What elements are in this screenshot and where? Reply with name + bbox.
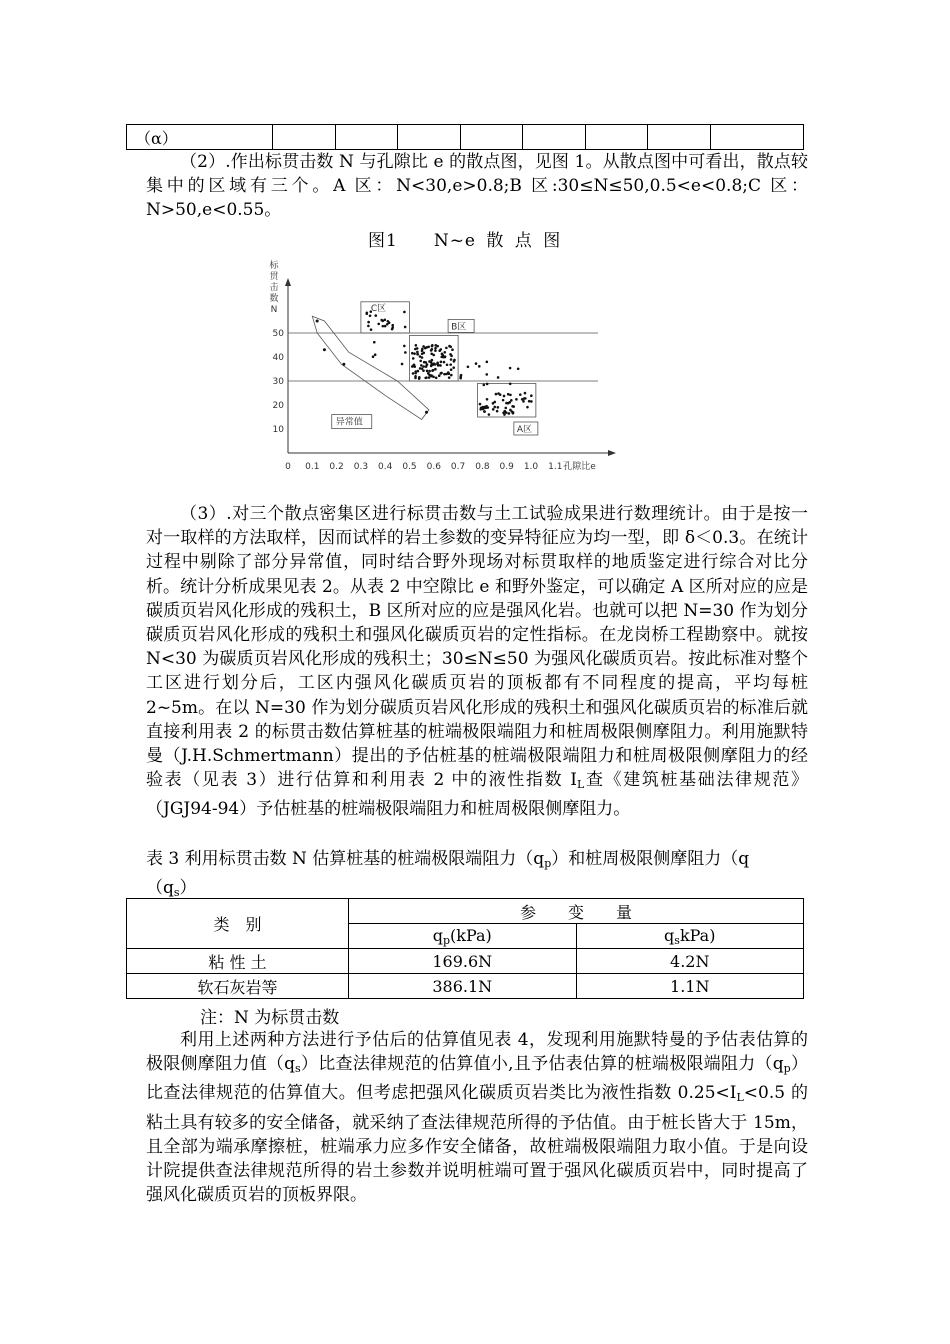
y-axis-arrow bbox=[285, 278, 291, 286]
row-category: 粘 性 土 bbox=[127, 949, 349, 974]
data-point bbox=[432, 369, 435, 372]
paragraph-text: 查《建筑桩基础法律规范》（JGJ94-94）予估桩基的桩端极限端阻力和桩周极限侧摩阻力。 bbox=[146, 770, 809, 820]
data-point bbox=[436, 362, 439, 365]
data-point bbox=[488, 413, 491, 416]
data-point bbox=[467, 365, 470, 368]
data-point bbox=[486, 361, 489, 364]
data-point bbox=[403, 311, 406, 314]
x-axis-label: 孔隙比e bbox=[563, 462, 596, 472]
data-point bbox=[451, 348, 454, 351]
data-point bbox=[377, 323, 380, 326]
table-cell bbox=[335, 125, 398, 150]
table-cell: （α） bbox=[127, 125, 273, 150]
data-point bbox=[483, 410, 486, 413]
data-point bbox=[450, 374, 453, 377]
data-point bbox=[404, 351, 407, 354]
data-point bbox=[492, 402, 495, 405]
row-category: 软石灰岩等 bbox=[127, 974, 349, 999]
data-point bbox=[434, 347, 437, 350]
x-tick-label: 0.9 bbox=[499, 462, 514, 472]
data-point bbox=[445, 347, 448, 350]
data-point bbox=[437, 364, 440, 367]
data-point bbox=[530, 394, 533, 397]
outlier-label: 异常值 bbox=[335, 417, 363, 428]
table3-note: 注：N 为标贯击数 bbox=[200, 1008, 340, 1028]
data-point bbox=[426, 363, 429, 366]
data-point bbox=[425, 376, 428, 379]
y-axis-label: 数 bbox=[269, 294, 279, 304]
row-qs: 4.2N bbox=[576, 949, 804, 974]
data-point bbox=[440, 372, 443, 375]
outlier-point bbox=[425, 411, 428, 414]
y-tick-label: 40 bbox=[272, 353, 284, 363]
y-axis-label: 贯 bbox=[269, 272, 279, 282]
table3 bbox=[126, 898, 804, 999]
data-point bbox=[428, 370, 431, 373]
subscript: p bbox=[783, 1062, 791, 1076]
data-point bbox=[416, 353, 419, 356]
caption-text: ） bbox=[179, 878, 197, 898]
data-point bbox=[478, 365, 481, 368]
data-point bbox=[522, 400, 525, 403]
data-point bbox=[438, 374, 441, 377]
paragraph-text: （3）.对三个散点密集区进行标贯击数与土工试验成果进行数理统计。由于是按一对一取样的方法取样，因而试样的岩土参数的变异特征应为均一型，即 δ＜0.3。在统计过程中剔除了部分异常值，同时结合野外现场对标贯取样的地质鉴定进行综合对比分析。统计分析成果见表 2。从表 2 中空隙比 e 和野外鉴定，可以确定 A 区所对应的应是碳质页岩风化形成的残积土，B 区所对应的应是强风化岩。也就可以把 N=30 作为划分碳质页岩风化形成的残积土和强风化碳质页岩的定性指标。在龙岗桥工程勘察中。就按 N<30 为碳质页岩风化形成的残积土；30≤N≤50 为强风化碳质页岩。按此标准对整个工区进行划分后，工区内强风化碳质页岩的顶板都有不同程度的提高，平均每桩 2~5m。在以 N=30 作为划分碳质页岩风化形成的残积土和强风化碳质页岩的标准后就直接利用表 2 的标贯击数估算桩基的桩端极限端阻力和桩周极限侧摩阻力。利用施默特曼（J.H.Schmertmann）提出的予估桩基的桩端极限端阻力和桩周极限侧摩阻力的经验表（见表 3）进行估算和利用表 2 中的液性指数 I bbox=[146, 504, 808, 791]
data-point bbox=[442, 356, 445, 359]
data-point bbox=[386, 323, 389, 326]
data-point bbox=[485, 406, 488, 409]
table-cell bbox=[398, 125, 461, 150]
outlier-band bbox=[312, 316, 429, 419]
data-point bbox=[417, 370, 420, 373]
data-point bbox=[449, 353, 452, 356]
top-table bbox=[126, 124, 804, 150]
data-point bbox=[479, 403, 482, 406]
data-point bbox=[509, 394, 512, 397]
data-point bbox=[495, 393, 498, 396]
data-point bbox=[366, 312, 369, 315]
data-point bbox=[497, 392, 500, 395]
paragraph-4 bbox=[146, 1028, 808, 1207]
data-point bbox=[486, 383, 489, 386]
data-point bbox=[507, 393, 510, 396]
data-point bbox=[524, 397, 527, 400]
x-tick-label: 1.1 bbox=[548, 462, 563, 472]
region-label: A区 bbox=[516, 425, 533, 435]
data-point bbox=[439, 364, 442, 367]
outlier-point bbox=[316, 320, 319, 323]
x-tick-label: 0 bbox=[285, 462, 291, 472]
data-point bbox=[528, 400, 531, 403]
x-tick-label: 0.8 bbox=[475, 462, 490, 472]
x-tick-label: 0.5 bbox=[402, 462, 417, 472]
y-axis-label: 标 bbox=[269, 261, 279, 271]
data-point bbox=[374, 314, 377, 317]
data-point bbox=[524, 392, 527, 395]
caption-text: 表 3 利用标贯击数 N 估算桩基的桩端极限端阻力（q bbox=[146, 849, 545, 869]
caption-text: ）和桩周极限侧摩阻力（q bbox=[551, 849, 750, 869]
data-point bbox=[430, 365, 433, 368]
row-qp: 386.1N bbox=[349, 974, 577, 999]
data-point bbox=[505, 402, 508, 405]
paragraph-text: ）比查法律规范的估算值小,且予估表估算的桩端极限端阻力（q bbox=[300, 1054, 784, 1075]
y-tick-label: 10 bbox=[272, 425, 284, 435]
paragraph-3 bbox=[146, 502, 808, 822]
data-point bbox=[411, 352, 414, 355]
paragraph-text: ）比查法律规范的估算值大。但考虑把强风化碳质页岩类比为液性指数 0.25<I bbox=[146, 1054, 808, 1104]
y-axis-label: N bbox=[270, 305, 278, 315]
y-axis-label: 击 bbox=[269, 283, 279, 293]
subscript: p bbox=[544, 857, 552, 870]
subscript: L bbox=[736, 1091, 744, 1105]
data-point bbox=[425, 361, 428, 364]
outlier-point bbox=[323, 348, 326, 351]
data-point bbox=[369, 314, 372, 317]
data-point bbox=[401, 363, 404, 366]
data-point bbox=[483, 384, 486, 387]
table-cell bbox=[460, 125, 523, 150]
table-cell bbox=[273, 125, 336, 150]
data-point bbox=[519, 393, 522, 396]
data-point bbox=[419, 367, 422, 370]
data-point bbox=[391, 326, 394, 329]
data-point bbox=[424, 347, 427, 350]
data-point bbox=[430, 375, 433, 378]
y-tick-label: 30 bbox=[272, 377, 284, 387]
data-point bbox=[502, 399, 505, 402]
data-point bbox=[414, 375, 417, 378]
data-point bbox=[435, 376, 438, 379]
data-point bbox=[413, 352, 416, 355]
data-point bbox=[427, 346, 430, 349]
x-tick-label: 0.4 bbox=[378, 462, 393, 472]
data-point bbox=[415, 344, 418, 347]
data-point bbox=[503, 395, 506, 398]
subscript: s bbox=[295, 1062, 301, 1076]
data-point bbox=[497, 406, 500, 409]
table-cell bbox=[585, 125, 648, 150]
data-point bbox=[504, 407, 507, 410]
data-point bbox=[511, 410, 514, 413]
data-point bbox=[447, 371, 450, 374]
data-point bbox=[419, 360, 422, 363]
data-point bbox=[449, 345, 452, 348]
data-point bbox=[382, 325, 385, 328]
data-point bbox=[404, 326, 407, 329]
data-point bbox=[403, 345, 406, 348]
data-point bbox=[452, 366, 455, 369]
data-point bbox=[493, 406, 496, 409]
paragraph-2 bbox=[146, 150, 808, 223]
table-header-row bbox=[127, 899, 804, 924]
data-point bbox=[443, 361, 446, 364]
region-label: C区 bbox=[370, 303, 387, 314]
row-qs: 1.1N bbox=[576, 974, 804, 999]
data-point bbox=[517, 368, 520, 371]
data-point bbox=[431, 344, 434, 347]
table-cell bbox=[648, 125, 711, 150]
header-qp: $q_p(kPa)$ bbox=[349, 924, 577, 949]
data-point bbox=[508, 412, 511, 415]
data-point bbox=[384, 325, 387, 328]
data-point bbox=[421, 349, 424, 352]
data-point bbox=[422, 365, 425, 368]
data-point bbox=[453, 360, 456, 363]
x-tick-label: 0.7 bbox=[450, 462, 466, 472]
data-point bbox=[438, 349, 441, 352]
data-point bbox=[420, 364, 423, 367]
paragraph-text: 利用上述两种方法进行予估后的估算值见表 4，发现利用施默特曼的予估表估算的极限侧摩阻力值（q bbox=[146, 1030, 808, 1075]
scatter-chart bbox=[258, 256, 618, 476]
data-point bbox=[427, 372, 430, 375]
data-point bbox=[421, 356, 424, 359]
data-point bbox=[446, 363, 449, 366]
outlier-point bbox=[342, 363, 345, 366]
data-point bbox=[505, 411, 508, 414]
x-tick-label: 0.1 bbox=[305, 462, 320, 472]
row-qp: 169.6N bbox=[349, 949, 577, 974]
data-point bbox=[432, 376, 435, 379]
data-point bbox=[482, 408, 485, 411]
data-point bbox=[416, 347, 419, 350]
data-point bbox=[434, 349, 437, 352]
x-axis-arrow bbox=[608, 450, 616, 456]
data-point bbox=[436, 345, 439, 348]
subscript: L bbox=[577, 778, 585, 792]
table-row bbox=[127, 125, 804, 150]
data-point bbox=[492, 408, 495, 411]
data-point bbox=[497, 376, 500, 379]
data-point bbox=[426, 370, 429, 373]
data-point bbox=[412, 372, 415, 375]
data-point bbox=[428, 376, 431, 379]
data-point bbox=[412, 364, 415, 367]
paragraph-text: （2）.作出标贯击数 N 与孔隙比 e 的散点图，见图 1。从散点图中可看出，散点较集中的区域有三个。A 区：N<30,e>0.8;B 区:30≤N≤50,0.5<e<0.8;C 区：N>50,e<0.55。 bbox=[146, 152, 808, 221]
data-point bbox=[418, 377, 421, 380]
data-point bbox=[459, 375, 462, 378]
data-point bbox=[440, 361, 443, 364]
header-param: 参 变 量 bbox=[349, 899, 804, 924]
data-point bbox=[421, 352, 424, 355]
figure-title: 图1 N~e 散 点 图 bbox=[368, 231, 562, 251]
data-point bbox=[433, 362, 436, 365]
data-point bbox=[412, 357, 415, 360]
data-point bbox=[367, 321, 370, 324]
header-category: 类 别 bbox=[127, 899, 349, 949]
data-point bbox=[515, 398, 518, 401]
data-point bbox=[450, 368, 453, 371]
y-tick-label: 50 bbox=[272, 329, 284, 339]
table-cell bbox=[523, 125, 586, 150]
data-point bbox=[509, 383, 512, 386]
data-point bbox=[432, 354, 435, 357]
x-tick-label: 1.0 bbox=[523, 462, 539, 472]
data-point bbox=[526, 406, 529, 409]
header-qs: $q_skPa$) bbox=[576, 924, 804, 949]
data-point bbox=[449, 363, 452, 366]
data-point bbox=[387, 320, 390, 323]
data-point bbox=[372, 355, 375, 358]
table-cell bbox=[711, 125, 804, 150]
data-point bbox=[448, 376, 451, 379]
data-point bbox=[391, 324, 394, 327]
data-point bbox=[486, 398, 489, 401]
data-point bbox=[414, 370, 417, 373]
data-point bbox=[370, 328, 373, 331]
caption-text: （q bbox=[146, 878, 174, 898]
data-point bbox=[373, 341, 376, 344]
data-point bbox=[443, 351, 446, 354]
y-tick-label: 20 bbox=[272, 401, 284, 411]
paragraph-text: <0.5 的粘土具有较多的安全储备，就采纳了查法律规范所得的予估值。由于桩长皆大于 15m，且全部为端承摩擦桩，桩端承力应多作安全储备，故桩端极限端阻力取小值。于是向设计院提供查法律规范所得的岩土参数并说明桩端可置于强风化碳质页岩中，同时提高了强风化碳质页岩的顶板界限。 bbox=[146, 1083, 809, 1206]
data-point bbox=[475, 362, 478, 365]
data-point bbox=[450, 358, 453, 361]
table-row bbox=[127, 949, 804, 974]
data-point bbox=[503, 413, 506, 416]
x-tick-label: 0.2 bbox=[329, 462, 344, 472]
x-tick-label: 0.6 bbox=[426, 462, 441, 472]
data-point bbox=[510, 399, 513, 402]
table-row bbox=[127, 974, 804, 999]
data-point bbox=[485, 373, 488, 376]
data-point bbox=[530, 400, 533, 403]
data-point bbox=[479, 408, 482, 411]
data-point bbox=[512, 405, 515, 408]
data-point bbox=[367, 325, 370, 328]
subscript: s bbox=[173, 886, 180, 899]
data-point bbox=[374, 353, 377, 356]
region-label: B区 bbox=[451, 322, 467, 333]
x-tick-label: 0.3 bbox=[353, 462, 369, 472]
table3-caption bbox=[146, 847, 808, 905]
data-point bbox=[496, 410, 499, 413]
data-point bbox=[431, 359, 434, 362]
data-point bbox=[434, 368, 437, 371]
data-point bbox=[431, 348, 434, 351]
data-point bbox=[509, 367, 512, 370]
data-point bbox=[380, 319, 383, 322]
data-point bbox=[428, 360, 431, 363]
